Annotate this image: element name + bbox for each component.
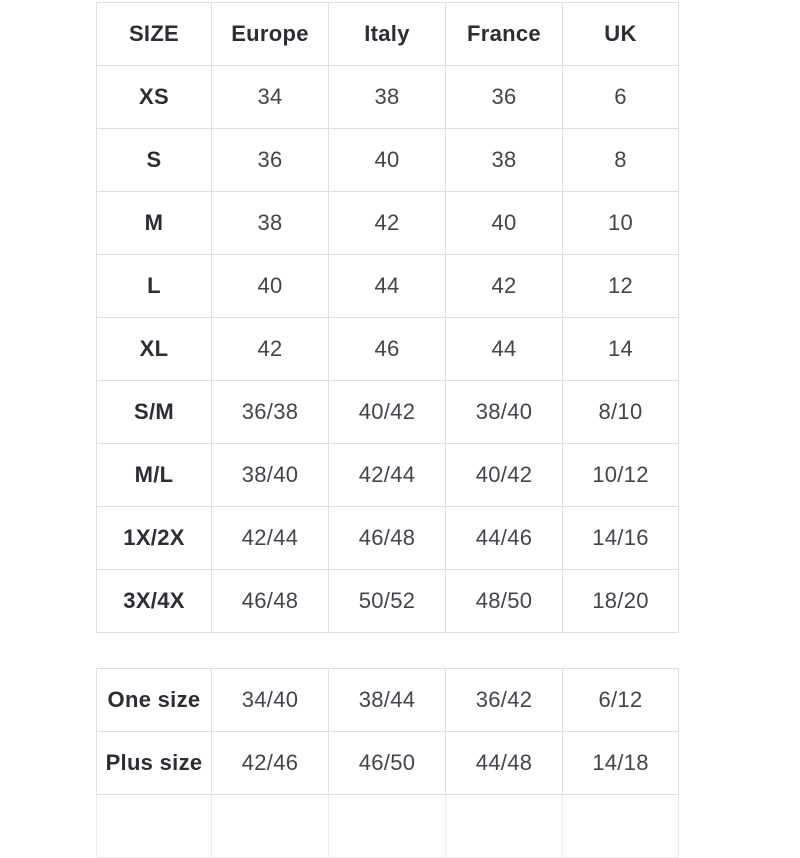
column-header-france: France xyxy=(446,3,563,66)
size-value: 42/46 xyxy=(212,732,329,795)
size-value: 38/44 xyxy=(329,669,446,732)
table-row xyxy=(97,318,679,381)
size-value: 38/40 xyxy=(212,444,329,507)
size-value: 40/42 xyxy=(329,381,446,444)
onesize-plussize-table xyxy=(96,668,679,858)
size-value: 6/12 xyxy=(563,669,679,732)
size-value: 38/40 xyxy=(446,381,563,444)
column-header-italy: Italy xyxy=(329,3,446,66)
size-value: 50/52 xyxy=(329,570,446,633)
size-value: 10 xyxy=(563,192,679,255)
size-table-body xyxy=(97,66,679,633)
size-label: M xyxy=(97,192,212,255)
size-value: 40 xyxy=(446,192,563,255)
empty-cell xyxy=(212,795,329,858)
column-header-uk: UK xyxy=(563,3,679,66)
size-table-header xyxy=(97,3,679,66)
size-value: 40 xyxy=(212,255,329,318)
size-value: 40/42 xyxy=(446,444,563,507)
size-label: L xyxy=(97,255,212,318)
table-row xyxy=(97,570,679,633)
size-label: 1X/2X xyxy=(97,507,212,570)
table-row xyxy=(97,255,679,318)
size-value: 34/40 xyxy=(212,669,329,732)
column-header-europe: Europe xyxy=(212,3,329,66)
size-value: 48/50 xyxy=(446,570,563,633)
column-header-size: SIZE xyxy=(97,3,212,66)
size-value: 38 xyxy=(446,129,563,192)
size-label: XS xyxy=(97,66,212,129)
size-value: 14 xyxy=(563,318,679,381)
size-value: 38 xyxy=(212,192,329,255)
table-row xyxy=(97,66,679,129)
size-value: 38 xyxy=(329,66,446,129)
size-value: 44/48 xyxy=(446,732,563,795)
table-row xyxy=(97,669,679,732)
size-label: XL xyxy=(97,318,212,381)
size-value: 36/42 xyxy=(446,669,563,732)
size-value: 8 xyxy=(563,129,679,192)
size-value: 36 xyxy=(212,129,329,192)
size-value: 44 xyxy=(329,255,446,318)
table-row xyxy=(97,732,679,795)
size-value: 42 xyxy=(329,192,446,255)
table-row xyxy=(97,192,679,255)
size-value: 46 xyxy=(329,318,446,381)
size-value: 10/12 xyxy=(563,444,679,507)
size-value: 36/38 xyxy=(212,381,329,444)
table-row xyxy=(97,507,679,570)
size-value: 6 xyxy=(563,66,679,129)
size-label: M/L xyxy=(97,444,212,507)
clipped-partial-row xyxy=(97,795,679,858)
size-value: 8/10 xyxy=(563,381,679,444)
size-conversion-table xyxy=(96,2,679,633)
table-row xyxy=(97,129,679,192)
size-value: 42 xyxy=(446,255,563,318)
size-value: 42 xyxy=(212,318,329,381)
header-row xyxy=(97,3,679,66)
empty-cell xyxy=(329,795,446,858)
size-value: 44 xyxy=(446,318,563,381)
size-value: 46/48 xyxy=(329,507,446,570)
size-value: 40 xyxy=(329,129,446,192)
empty-cell xyxy=(446,795,563,858)
size-value: 34 xyxy=(212,66,329,129)
size-label: Plus size xyxy=(97,732,212,795)
size-value: 14/16 xyxy=(563,507,679,570)
table-row xyxy=(97,444,679,507)
table-row xyxy=(97,381,679,444)
size-value: 14/18 xyxy=(563,732,679,795)
size-value: 46/48 xyxy=(212,570,329,633)
size-label: One size xyxy=(97,669,212,732)
empty-cell xyxy=(97,795,212,858)
size-label: S/M xyxy=(97,381,212,444)
size-value: 44/46 xyxy=(446,507,563,570)
empty-cell xyxy=(563,795,679,858)
size-value: 42/44 xyxy=(212,507,329,570)
size-label: 3X/4X xyxy=(97,570,212,633)
onesize-table-body xyxy=(97,669,679,858)
size-value: 46/50 xyxy=(329,732,446,795)
size-value: 18/20 xyxy=(563,570,679,633)
size-value: 42/44 xyxy=(329,444,446,507)
size-label: S xyxy=(97,129,212,192)
size-value: 12 xyxy=(563,255,679,318)
size-value: 36 xyxy=(446,66,563,129)
